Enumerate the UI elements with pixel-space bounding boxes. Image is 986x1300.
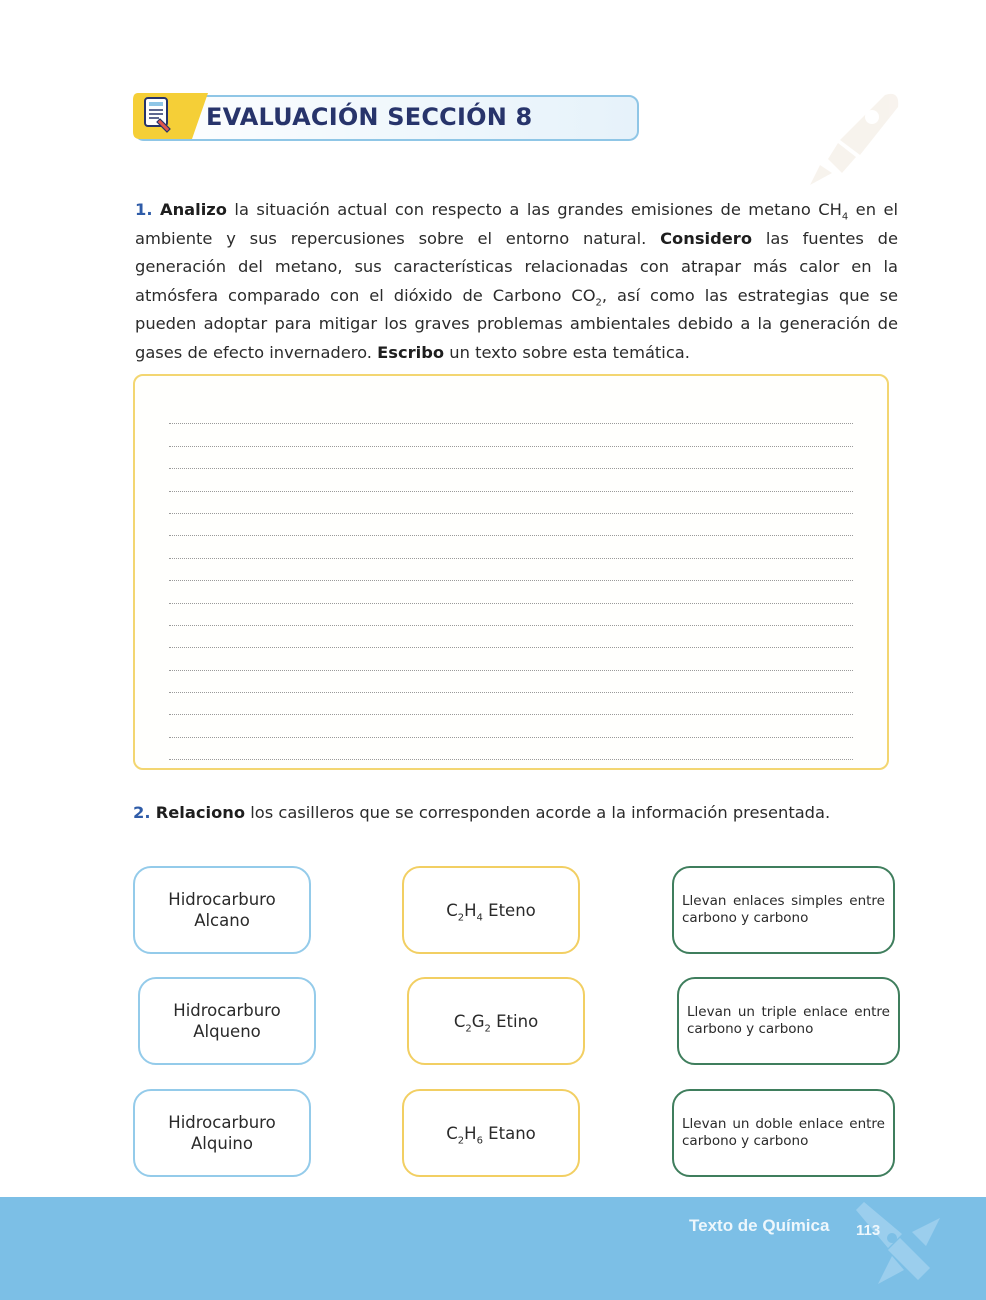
match-card-alquino[interactable]: [133, 1089, 311, 1177]
answer-line[interactable]: [169, 492, 853, 514]
match-card-simple-bond[interactable]: [672, 866, 895, 954]
match-card-alqueno[interactable]: [138, 977, 316, 1065]
formula-label: $C_2G_2$ Etino: [453, 1011, 539, 1034]
section-title: EVALUACIÓN SECCIÓN 8: [206, 103, 533, 131]
match-card-triple-bond[interactable]: [677, 977, 900, 1065]
match-card-alcano[interactable]: [133, 866, 311, 954]
answer-line[interactable]: [169, 671, 853, 693]
answer-line[interactable]: [169, 648, 853, 670]
tablet-checklist-icon: [130, 89, 210, 141]
match-card-etano[interactable]: [402, 1089, 580, 1177]
answer-line[interactable]: [169, 693, 853, 715]
answer-line[interactable]: [169, 424, 853, 446]
match-card-eteno[interactable]: [402, 866, 580, 954]
card-line-1: Hidrocarburo: [168, 890, 276, 909]
book-title: Texto de Química: [689, 1216, 830, 1235]
question-2-text: 2. Relaciono los casilleros que se corresponden acorde a la información presentada.: [133, 803, 831, 822]
answer-writing-box[interactable]: [133, 374, 889, 770]
card-line-1: Hidrocarburo: [173, 1001, 281, 1020]
match-card-etino[interactable]: [407, 977, 585, 1065]
answer-line[interactable]: [169, 447, 853, 469]
rocket-watermark-icon: [790, 85, 910, 195]
bond-description: Llevan un doble enlace entre carbono y carbono: [682, 1115, 885, 1149]
match-card-double-bond[interactable]: [672, 1089, 895, 1177]
answer-line[interactable]: [169, 626, 853, 648]
formula-label: $C_2H_4$ Eteno: [446, 900, 536, 923]
rocket-watermark-icon: [852, 1198, 962, 1298]
answer-lines: [169, 402, 853, 760]
formula-label: $C_2H_6$ Etano: [446, 1123, 536, 1146]
answer-line[interactable]: [169, 581, 853, 603]
answer-line[interactable]: [169, 738, 853, 760]
answer-line[interactable]: [169, 402, 853, 424]
card-line-2: Alquino: [191, 1134, 253, 1153]
question-1-text: 1. Analizo la situación actual con respecto a las grandes emisiones de metano $CH_4$ en el ambiente y sus repercusiones sobre el entorno natural. Considero las fuentes de generación del metano, sus características relacionadas con atrapar más calor en la atmósfera comparado con el dióxido de Carbono $CO_2$, así como las estrategias que se pueden adoptar para mitigar los graves problemas ambientales debido a la generación de gases de efecto invernadero. Escribo un texto sobre esta temática.: [135, 200, 898, 362]
card-line-1: Hidrocarburo: [168, 1113, 276, 1132]
page-number: 113: [856, 1222, 881, 1239]
answer-line[interactable]: [169, 514, 853, 536]
answer-line[interactable]: [169, 604, 853, 626]
bond-description: Llevan enlaces simples entre carbono y carbono: [682, 892, 885, 926]
answer-line[interactable]: [169, 469, 853, 491]
answer-line[interactable]: [169, 559, 853, 581]
card-line-2: Alcano: [194, 911, 250, 930]
card-line-2: Alqueno: [193, 1022, 261, 1041]
answer-line[interactable]: [169, 536, 853, 558]
page-footer: [0, 1197, 986, 1300]
bond-description: Llevan un triple enlace entre carbono y carbono: [687, 1003, 890, 1037]
answer-line[interactable]: [169, 715, 853, 737]
